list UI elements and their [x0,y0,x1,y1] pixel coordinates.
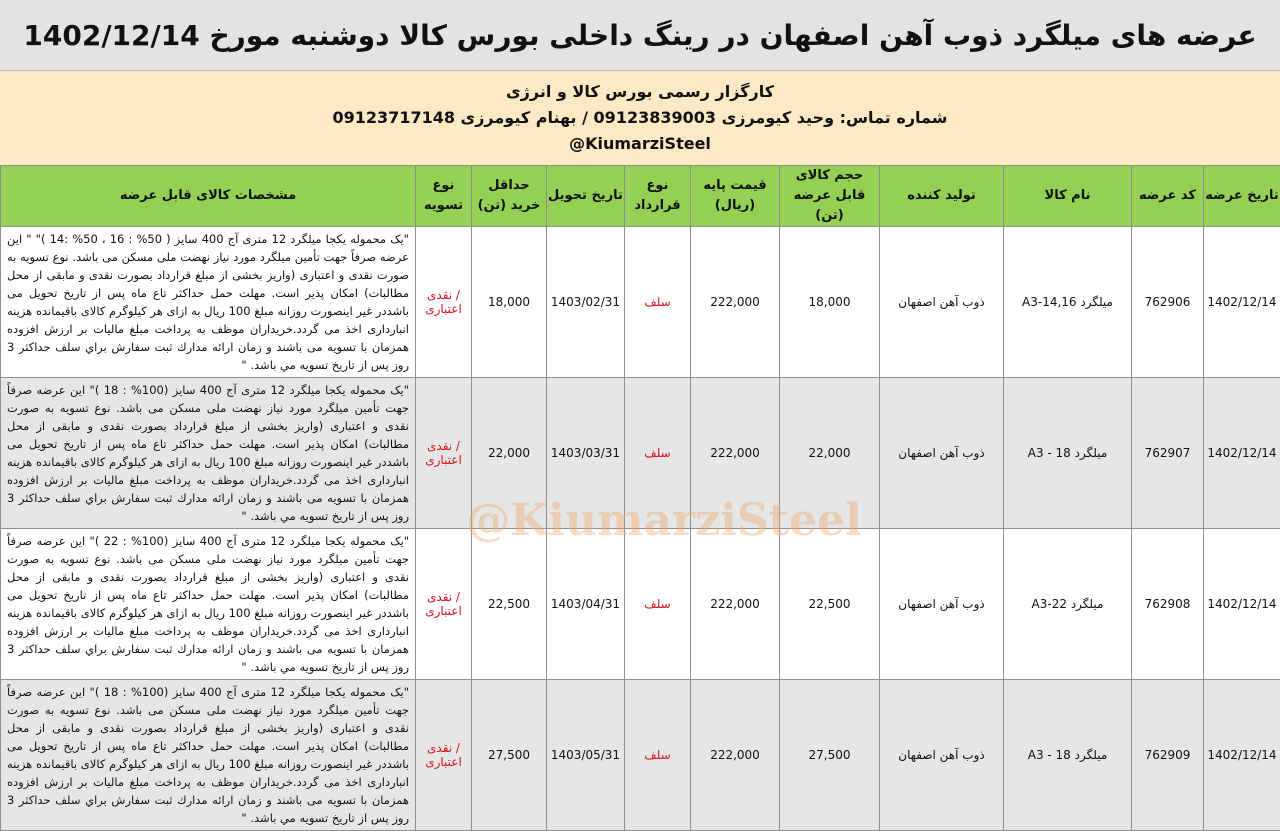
table-row [1,529,1280,680]
cell-min-buy: 22,000 [472,378,547,529]
cell-delivery-date: 1403/05/31 [547,680,625,831]
col-settlement: نوع تسویه [416,166,472,227]
cell-offer-code: 762906 [1132,227,1204,378]
cell-min-buy: 18,000 [472,227,547,378]
cell-product: میلگرد 18 - A3 [1004,680,1132,831]
page-title [0,0,1280,71]
broker-handle: @KiumarziSteel [569,131,711,157]
cell-volume: 18,000 [780,227,880,378]
cell-offer-date: 1402/12/14 [1204,529,1280,680]
table-header-row [1,166,1280,227]
broker-contact: شماره تماس: وحید کیومرزی 09123839003 / بهنام کیومرزی 09123717148 [333,105,948,131]
page-title-text: عرضه های میلگرد ذوب آهن اصفهان در رینگ داخلی بورس کالا دوشنبه مورخ 1402/12/14 [23,19,1256,52]
cell-base-price: 222,000 [691,680,780,831]
broker-info [0,71,1280,166]
col-offer-date: تاریخ عرضه [1204,166,1280,227]
cell-producer: ذوب آهن اصفهان [880,227,1004,378]
col-product: نام کالا [1004,166,1132,227]
cell-settlement: / نقدی اعتباری [416,680,472,831]
cell-product: میلگرد 22-A3 [1004,529,1132,680]
table-row [1,227,1280,378]
cell-offer-date: 1402/12/14 [1204,680,1280,831]
cell-base-price: 222,000 [691,378,780,529]
cell-specs: "یک محموله یکجا میلگرد 12 متری آج 400 سایز (100% : 18 )" این عرضه صرفاً جهت تأمین میلگرد مورد نیاز نهضت ملی مسکن می باشد. نوع تسویه به صورت نقدی و اعتباری (واریز بخشی از مبلغ قرارداد بصورت نقدی و مابقی از محل مطالبات) امکان پذیر است. مهلت حمل حداکثر تاع ماه پس از تاریخ تحویل می باشددر غیر اینصورت روزانه مبلغ 100 ریال به ازای هر کیلوگرم کالای باقیمانده هزینه انبارداری اخذ می گردد.خریداران موظف به پرداخت مبلغ مالیات بر ارزش افزوده همزمان با تسویه می باشند و زمان ارائه مدارك ثبت سفارش براي سلف حداكثر 3 روز پس از تاريخ تسويه مي باشد. " [1,378,416,529]
cell-delivery-date: 1403/02/31 [547,227,625,378]
table-row [1,378,1280,529]
col-producer: تولید کننده [880,166,1004,227]
cell-base-price: 222,000 [691,529,780,680]
cell-offer-date: 1402/12/14 [1204,227,1280,378]
cell-producer: ذوب آهن اصفهان [880,378,1004,529]
cell-offer-code: 762909 [1132,680,1204,831]
cell-specs: "یک محموله یکجا میلگرد 12 متری آج 400 سایز (100% : 22 )" این عرضه صرفاً جهت تأمین میلگرد مورد نیاز نهضت ملی مسکن می باشد. نوع تسویه به صورت نقدی و اعتباری (واریز بخشی از مبلغ قرارداد بصورت نقدی و مابقی از محل مطالبات) امکان پذیر است. مهلت حمل حداکثر تاع ماه پس از تاریخ تحویل می باشددر غیر اینصورت روزانه مبلغ 100 ریال به ازای هر کیلوگرم کالای باقیمانده هزینه انبارداری اخذ می گردد.خریداران موظف به پرداخت مبلغ مالیات بر ارزش افزوده همزمان با تسویه می باشند و زمان ارائه مدارك ثبت سفارش براي سلف حداكثر 3 روز پس از تاريخ تسويه مي باشد. " [1,529,416,680]
cell-product: میلگرد 18 - A3 [1004,378,1132,529]
col-base-price: قیمت پایه (ریال) [691,166,780,227]
offers-table [0,165,1280,831]
cell-volume: 27,500 [780,680,880,831]
col-volume: حجم کالای قابل عرضه (تن) [780,166,880,227]
cell-min-buy: 27,500 [472,680,547,831]
cell-offer-code: 762908 [1132,529,1204,680]
cell-specs: "یک محموله یکجا میلگرد 12 متری آج 400 سایز ( 50% : 16 ، 50% :14 )" " این عرضه صرفاً جهت تأمین میلگرد مورد نیاز نهضت ملی مسکن می باشد. نوع تسویه به صورت نقدی و اعتباری (واریز بخشی از مبلغ قرارداد بصورت نقدی و مابقی از محل مطالبات) امکان پذیر است. مهلت حمل حداکثر تاع ماه پس از تاریخ تحویل می باشددر غیر اینصورت روزانه مبلغ 100 ریال به ازای هر کیلوگرم کالای باقیمانده هزینه انبارداری اخذ می گردد.خریداران موظف به پرداخت مبلغ مالیات بر ارزش افزوده همزمان با تسویه می باشند و زمان ارائه مدارك ثبت سفارش براي سلف حداكثر 3 روز پس از تاريخ تسويه مي باشد. " [1,227,416,378]
cell-contract-type: سلف [625,529,691,680]
cell-volume: 22,500 [780,529,880,680]
broker-name: کارگزار رسمی بورس کالا و انرژی [506,79,774,105]
cell-delivery-date: 1403/03/31 [547,378,625,529]
cell-producer: ذوب آهن اصفهان [880,680,1004,831]
col-min-buy: حداقل خرید (تن) [472,166,547,227]
cell-min-buy: 22,500 [472,529,547,680]
col-specs: مشخصات کالای قابل عرضه [1,166,416,227]
cell-contract-type: سلف [625,680,691,831]
table-row [1,680,1280,831]
cell-volume: 22,000 [780,378,880,529]
cell-producer: ذوب آهن اصفهان [880,529,1004,680]
watermark: @KiumarziSteel [466,494,852,548]
cell-settlement: / نقدی اعتباری [416,529,472,680]
cell-contract-type: سلف [625,378,691,529]
col-offer-code: کد عرضه [1132,166,1204,227]
cell-contract-type: سلف [625,227,691,378]
cell-specs: "یک محموله یکجا میلگرد 12 متری آج 400 سایز (100% : 18 )" این عرضه صرفاً جهت تأمین میلگرد مورد نیاز نهضت ملی مسکن می باشد. نوع تسویه به صورت نقدی و اعتباری (واریز بخشی از مبلغ قرارداد بصورت نقدی و مابقی از محل مطالبات) امکان پذیر است. مهلت حمل حداکثر تاع ماه پس از تاریخ تحویل می باشددر غیر اینصورت روزانه مبلغ 100 ریال به ازای هر کیلوگرم کالای باقیمانده هزینه انبارداری اخذ می گردد.خریداران موظف به پرداخت مبلغ مالیات بر ارزش افزوده همزمان با تسویه می باشند و زمان ارائه مدارك ثبت سفارش براي سلف حداكثر 3 روز پس از تاريخ تسويه مي باشد. " [1,680,416,831]
cell-offer-date: 1402/12/14 [1204,378,1280,529]
cell-settlement: / نقدی اعتباری [416,227,472,378]
cell-offer-code: 762907 [1132,378,1204,529]
cell-settlement: / نقدی اعتباری [416,378,472,529]
cell-product: میلگرد A3-14,16 [1004,227,1132,378]
col-delivery-date: تاریخ تحویل [547,166,625,227]
cell-delivery-date: 1403/04/31 [547,529,625,680]
cell-base-price: 222,000 [691,227,780,378]
col-contract-type: نوع قرارداد [625,166,691,227]
